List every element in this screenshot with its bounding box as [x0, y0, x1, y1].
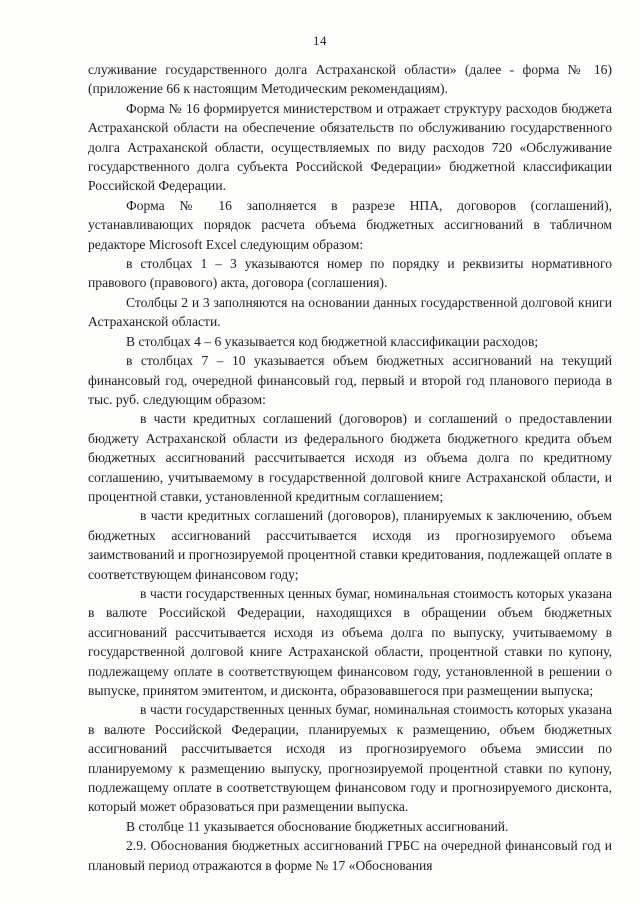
paragraph: 2.9. Обоснования бюджетных ассигнований ГРБС на очередной финансовый год и плановый период отражаются в форме № 17 «Обоснования	[88, 838, 612, 873]
paragraph: В столбцах 4 – 6 указывается код бюджетной классификации расходов;	[126, 333, 539, 349]
paragraph: Форма № 16 формируется министерством и отражает структуру расходов бюджета Астраханской области на обеспечение обязательств по обслуживанию государственного долга Астраханской области, осуществляемых по виду расходов 720 «Обслуживание государственного долга субъекта Российской Федерации» бюджетной классификации Российской Федерации.	[88, 100, 612, 194]
paragraph: в части государственных ценных бумаг, номинальная стоимость которых указана в валюте Российской Федерации, находящихся в обращении объем бюджетных ассигнований рассчитывается исходя из объема долга по выпуску, учитываемому в государственной долговой книге Астраханской области, процентной ставки по купону, подлежащему оплате в соответствующем финансовом году, установленной в решении о выпуске, принятом эмитентом, и дисконта, образовавшегося при размещении выпуска;	[88, 585, 612, 698]
paragraph: в части кредитных соглашений (договоров), планируемых к заключению, объем бюджетных ассигнований рассчитывается исходя из прогнозируемого объема заимствований и прогнозируемой процентной ставки кредитования, подлежащей оплате в соответствующем финансовом году;	[88, 508, 612, 582]
paragraph: В столбце 11 указывается обоснование бюджетных ассигнований.	[126, 818, 509, 834]
page-number: 14	[313, 33, 327, 48]
paragraph: Столбцы 2 и 3 заполняются на основании данных государственной долговой книги Астраханской области.	[88, 294, 612, 330]
paragraph: в части государственных ценных бумаг, номинальная стоимость которых указана в валюте Российской Федерации, планируемых к размещению, объем бюджетных ассигнований рассчитывается исходя из прогнозируемого объема эмиссии по планируемому к размещению выпуску, прогнозируемой процентной ставки по купону, подлежащему оплате в соответствующем финансовом году и прогнозируемого дисконта, который может образоваться при размещении выпуска.	[88, 702, 612, 815]
paragraph: служивание государственного долга Астраханской области» (далее - форма № 16) (приложение 66 к настоящим Методическим рекомендациям).	[88, 62, 612, 97]
paragraph: Форма № 16 заполняется в разрезе НПА, договоров (соглашений), устанавливающих порядок расчета объема бюджетных ассигнований в табличном редакторе Microsoft Excel следующим образом:	[88, 197, 612, 252]
paragraph: в части кредитных соглашений (договоров) и соглашений о предоставлении бюджету Астраханской области из федерального бюджета бюджетного кредита объем бюджетных ассигнований рассчитывается исходя из объема долга по кредитному соглашению, учитываемому в государственной долговой книге Астраханской области, и процентной ставки, установленной кредитным соглашением;	[88, 411, 612, 504]
paragraph: в столбцах 1 – 3 указываются номер по порядку и реквизиты нормативного правового (правового) акта, договора (соглашения).	[88, 256, 612, 291]
document-body	[88, 60, 612, 875]
paragraph: в столбцах 7 – 10 указывается объем бюджетных ассигнований на текущий финансовый год, очередной финансовый год, первый и второй год планового периода в тыс. руб. следующим образом:	[88, 353, 612, 407]
